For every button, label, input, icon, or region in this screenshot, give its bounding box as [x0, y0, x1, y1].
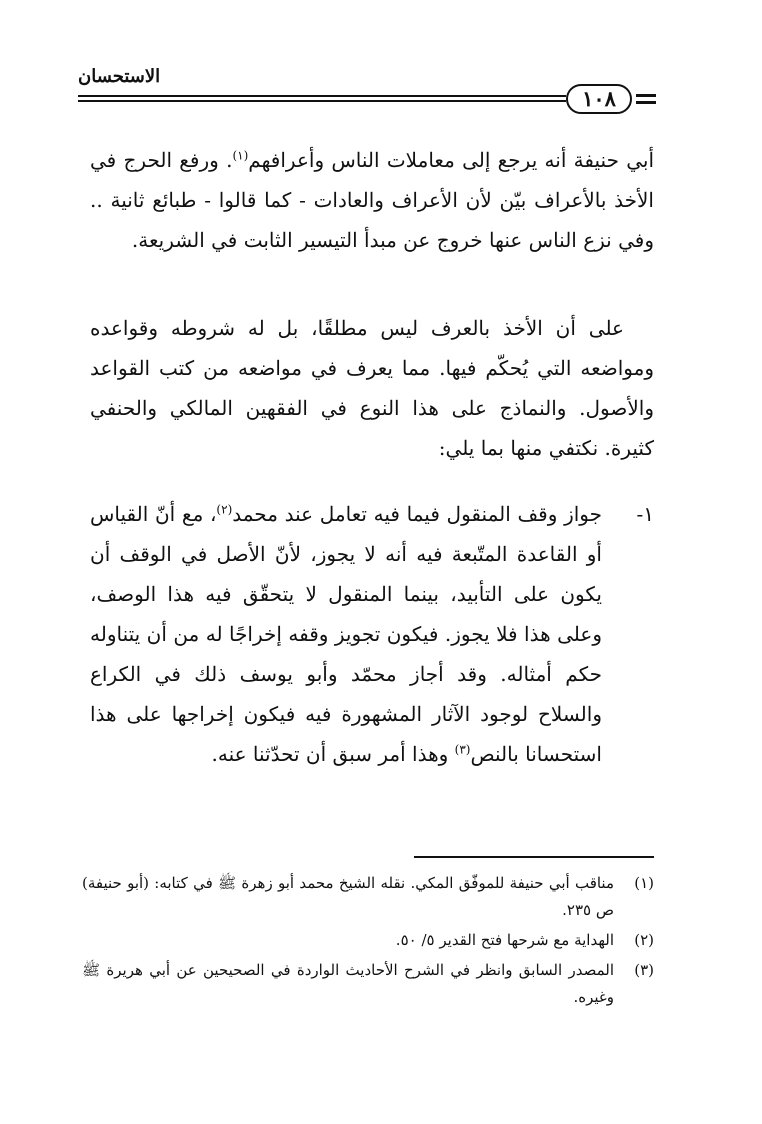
- footnote-ref: (١): [232, 148, 249, 163]
- footnote-text: المصدر السابق وانظر في الشرح الأحاديث الواردة في الصحيحين عن أبي هريرة ﷺ وغيره.: [82, 961, 614, 1006]
- header-rule: [78, 100, 566, 102]
- footnote-number: (٣): [634, 961, 654, 979]
- running-title: الاستحسان: [78, 66, 161, 87]
- footnote: [82, 957, 654, 1011]
- paragraph-text: وهذا أمر سبق أن تحدّثنا عنه.: [211, 742, 455, 766]
- footnote-number: (١): [634, 874, 654, 892]
- list-item: [90, 494, 654, 774]
- paragraph-text: جواز وقف المنقول فيما فيه تعامل عند محمد: [232, 502, 602, 526]
- page-number: ١٠٨: [566, 84, 632, 114]
- header-rule: [636, 101, 656, 104]
- footnote-separator: [414, 856, 654, 858]
- list-item-text: [90, 494, 602, 774]
- paragraph-text: . ورفع الحرج في الأخذ بالأعراف بيّن لأن الأعراف والعادات - كما قالوا - طبائع ثانية .. وفي نزع الناس عنها خروج عن مبدأ التيسير الثابت في الشريعة.: [90, 148, 654, 252]
- footnotes: [82, 870, 654, 1014]
- footnote: [82, 870, 654, 924]
- footnote-text: مناقب أبي حنيفة للموفّق المكي. نقله الشيخ محمد أبو زهرة ﷺ في كتابه: (أبو حنيفة) ص ٢٣٥.: [82, 874, 614, 919]
- footnote-ref: (٣): [454, 742, 471, 757]
- footnote-ref: (٢): [216, 502, 233, 517]
- paragraph-text: أبي حنيفة أنه يرجع إلى معاملات الناس وأعرافهم: [248, 148, 655, 172]
- paragraph: [90, 140, 654, 260]
- paragraph-text: ، مع أنّ القياس أو القاعدة المتّبعة فيه أنه لا يجوز، لأنّ الأصل في الوقف أن يكون على التأبيد، بينما المنقول لا يتحقّق فيه هذا الوصف، وعلى هذا فلا يجوز. فيكون تجويز وقفه إخراجًا له من أن يتناوله حكم أمثاله. وقد أجاز محمّد وأبو يوسف ذلك في الكراع والسلاح لوجود الآثار المشهورة فيه فيكون إخراجها على هذا استحسانا بالنص: [90, 502, 602, 766]
- footnote-text: الهداية مع شرحها فتح القدير ٥/ ٥٠.: [395, 931, 614, 949]
- footnote-number: (٢): [634, 931, 654, 949]
- paragraph: على أن الأخذ بالعرف ليس مطلقًا، بل له شروطه وقواعده ومواضعه التي يُحكّم فيها. مما يعرف في مواضعه من كتب القواعد والأصول. والنماذج على هذا النوع في الفقهين المالكي والحنفي كثيرة. نكتفي منها بما يلي:: [90, 316, 654, 460]
- header-rule: [78, 95, 566, 97]
- list-item-number: ١-: [636, 502, 654, 526]
- footnote: [82, 927, 654, 954]
- header-rule: [636, 94, 656, 97]
